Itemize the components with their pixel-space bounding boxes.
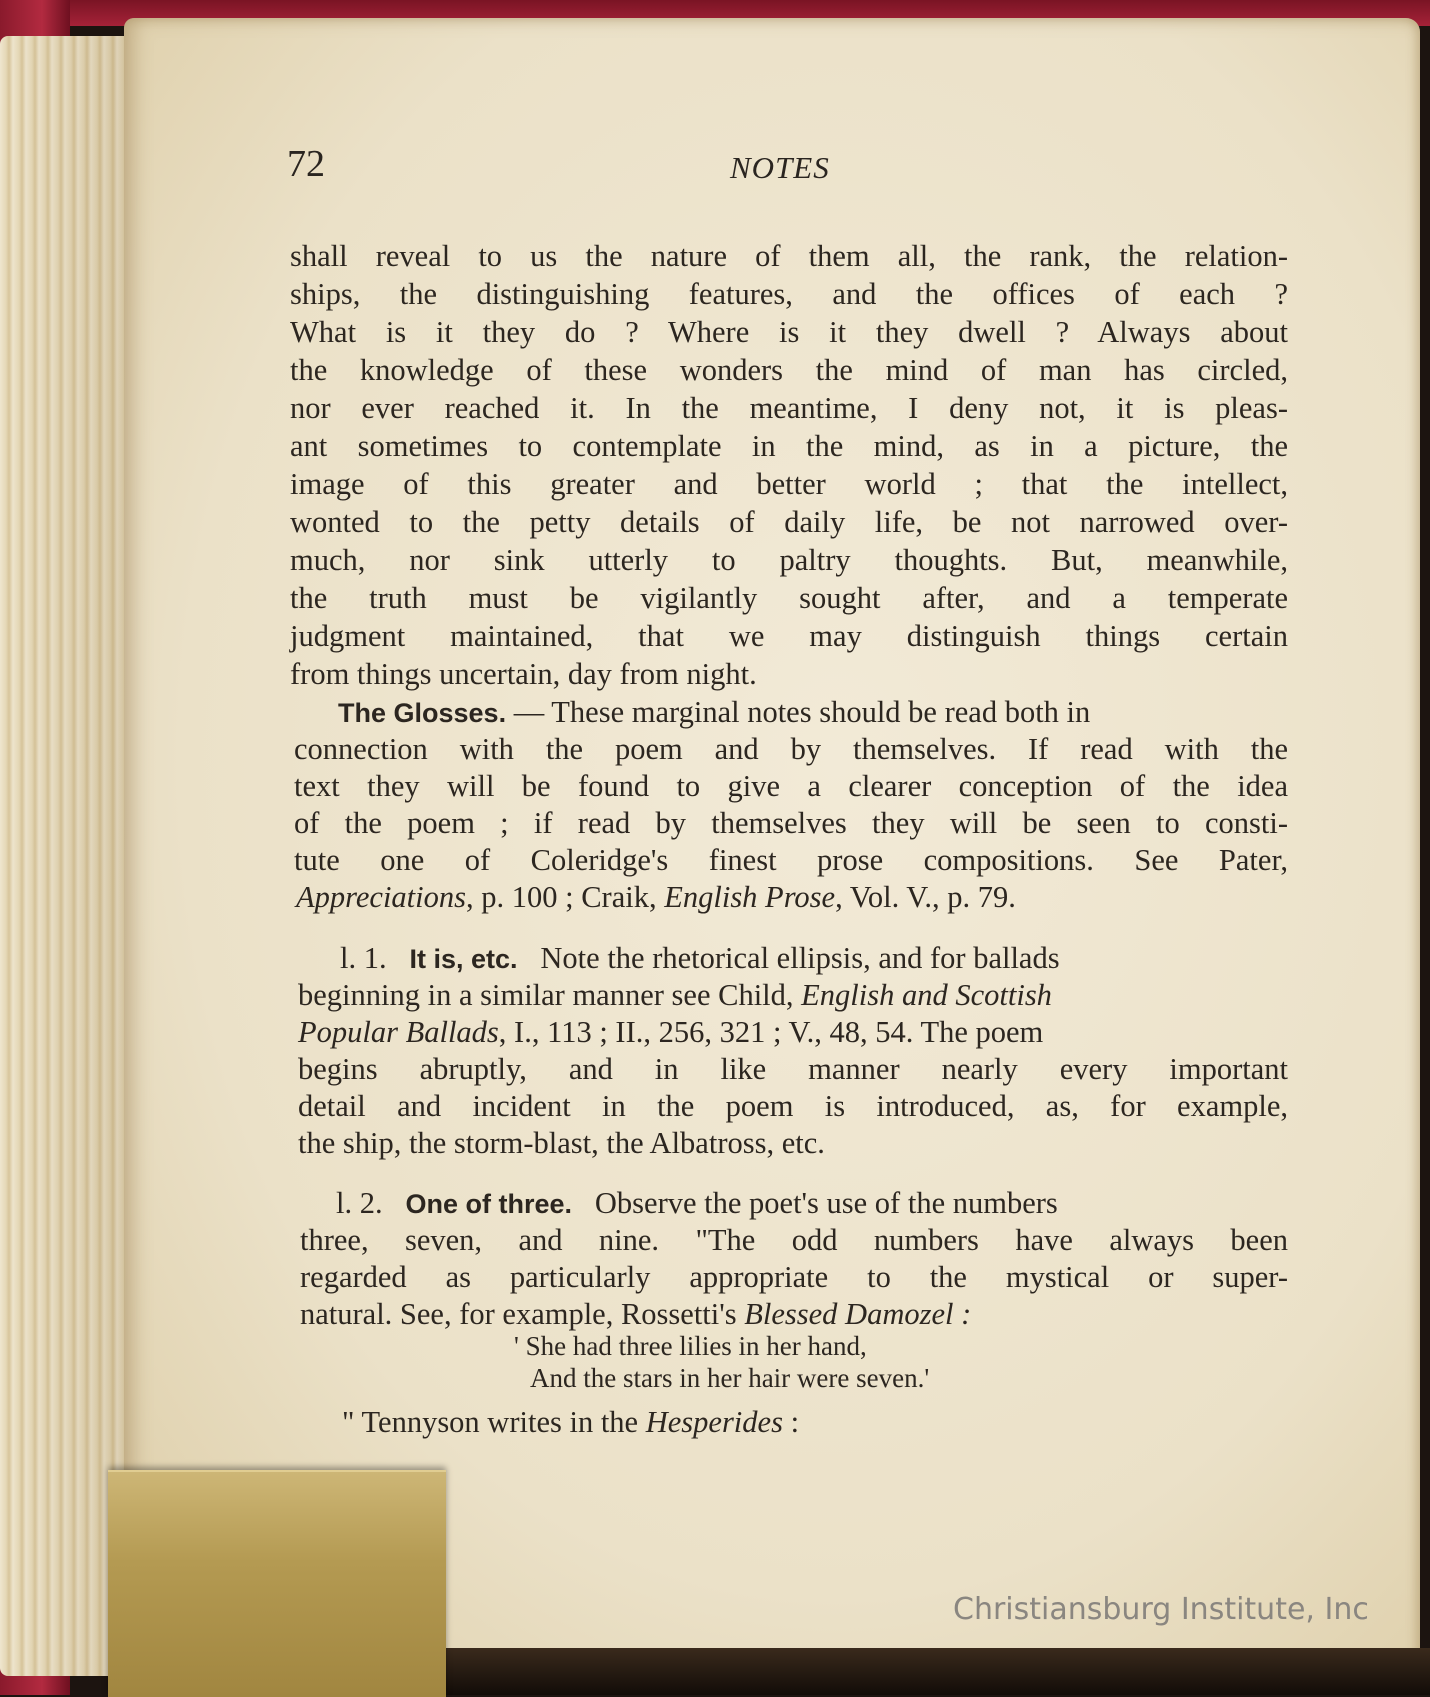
text-line: the truth must be vigilantly sought after, and a temperate [290,581,1288,615]
poem-title: Blessed Damozel : [744,1297,972,1331]
glosses-line-1: — These marginal notes should be read both in [506,695,1091,729]
text-line: ant sometimes to contemplate in the mind, as in a picture, the [290,429,1288,463]
text-line [340,940,1288,977]
note-phrase: It is, etc. [409,944,518,974]
text-line: shall reveal to us the nature of them all, the rank, the relation- [290,239,1288,273]
verse-line: ' She had three lilies in her hand, [514,1331,867,1361]
book-title: English and Scottish [801,978,1052,1012]
text-line [336,1185,1288,1222]
text-line [300,1296,971,1332]
text-line: from things uncertain, day from night. [290,657,757,691]
note-text: : [782,1405,800,1439]
text-line: tute one of Coleridge's finest prose compositions. See Pater, [294,843,1288,877]
text-line [338,694,1288,731]
citation-text: , p. 100 ; Craik, [465,880,665,914]
line-ref: l. 1. [340,941,387,975]
text-line: detail and incident in the poem is introduced, as, for example, [298,1089,1288,1123]
text-line: What is it they do ? Where is it they dwell ? Always about [290,315,1288,349]
text-line: the ship, the storm-blast, the Albatross, etc. [298,1126,825,1160]
note-text: , I., 113 ; II., 256, 321 ; V., 48, 54. The poem [498,1015,1044,1049]
verse-line: And the stars in her hair were seven.' [530,1363,930,1393]
text-line: wonted to the petty details of daily life, be not narrowed over- [290,505,1288,539]
text-line: begins abruptly, and in like manner nearly every important [298,1052,1288,1086]
text-line [298,977,1052,1013]
note-phrase: One of three. [405,1189,573,1219]
note-text: Note the rhetorical ellipsis, and for ballads [540,941,1060,975]
text-line: judgment maintained, that we may distinguish things certain [290,619,1288,653]
line-ref: l. 2. [336,1186,383,1220]
book-title: Popular Ballads [298,1015,499,1049]
text-line [298,1014,1043,1050]
citation-text: , Vol. V., p. 79. [835,880,1016,914]
text-line: image of this greater and better world ; that the intellect, [290,467,1288,501]
bookmark-ribbon [108,1470,446,1697]
text-line: text they will be found to give a clearer conception of the idea [294,769,1288,803]
glosses-heading: The Glosses. [338,698,507,728]
page-number: 72 [287,143,325,185]
text-line: ships, the distinguishing features, and the offices of each ? [290,277,1288,311]
text-line: the knowledge of these wonders the mind of man has circled, [290,353,1288,387]
text-line: regarded as particularly appropriate to the mystical or super- [300,1260,1288,1294]
text-line [342,1404,799,1440]
text-line: much, nor sink utterly to paltry thoughts. But, meanwhile, [290,543,1288,577]
running-title: NOTES [730,150,830,185]
note-text: " Tennyson writes in the [342,1405,646,1439]
text-line: three, seven, and nine. "The odd numbers have always been [300,1223,1288,1257]
note-text: Observe the poet's use of the numbers [594,1186,1058,1220]
watermark-text: Christiansburg Institute, Inc [953,1592,1369,1627]
poem-title: Hesperides [645,1405,783,1439]
book-title: English Prose [664,880,836,914]
note-text: beginning in a similar manner see Child, [298,978,802,1012]
book-title: Appreciations [296,880,466,914]
text-line: of the poem ; if read by themselves they will be seen to consti- [294,806,1288,840]
text-line: nor ever reached it. In the meantime, I deny not, it is pleas- [290,391,1288,425]
text-line [296,879,1016,915]
note-text: natural. See, for example, Rossetti's [300,1297,745,1331]
text-line: connection with the poem and by themselves. If read with the [294,732,1288,766]
